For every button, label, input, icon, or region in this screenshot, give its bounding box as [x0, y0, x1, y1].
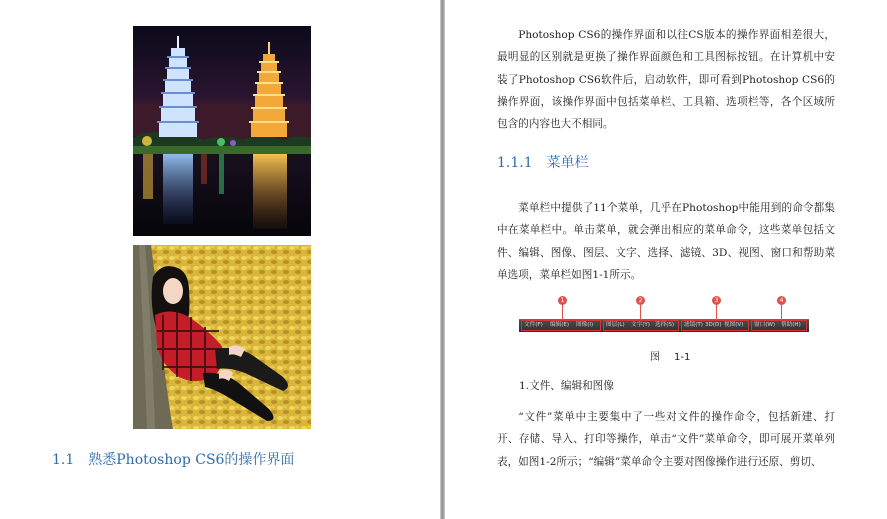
- callout-4-line: [781, 305, 782, 320]
- menu-item-edit: 编辑(E): [550, 322, 570, 328]
- menu-item-type: 文字(Y): [631, 322, 650, 328]
- section-heading-1-1: [52, 449, 294, 469]
- menu-bar-figure: [519, 296, 809, 338]
- callout-1-marker: 1: [558, 296, 567, 305]
- callout-1-line: [562, 305, 563, 320]
- subsection-number: 1.1.1: [497, 155, 533, 171]
- menu-item-layer: 图层(L): [606, 322, 625, 328]
- callout-3-line: [716, 305, 717, 320]
- menu-bar-paragraph: 菜单栏中提供了11个菜单，几乎在Photoshop中能用到的命令都集中在菜单栏中。单击菜单，就会弹出相应的菜单命令，这些菜单包括文件、编辑、图像、图层、文字、选择、滤镜、3D、视图、窗口和帮助菜单选项，菜单栏如图1-1所示。: [497, 202, 835, 281]
- menu-item-image: 图像(I): [576, 322, 594, 328]
- figure-caption-number: 1-1: [674, 352, 691, 363]
- figure-caption: [650, 348, 690, 363]
- menu-item-window: 窗口(W): [754, 322, 776, 328]
- figure-caption-label: 图: [650, 352, 660, 363]
- menu-item-select: 选择(S): [655, 322, 675, 328]
- file-menu-paragraph: “文件”菜单中主要集中了一些对文件的操作命令，包括新建、打开、存储、导入、打印等操作，单击“文件”菜单命令，即可展开菜单列表，如图1-2所示；“编辑”菜单命令主要对图像操作进行还原、剪切、: [497, 411, 835, 468]
- pagodas-night-photo: [133, 26, 311, 236]
- callout-3-marker: 3: [712, 296, 721, 305]
- girl-in-ginkgo-leaves-photo: [133, 245, 311, 429]
- section-title: 熟悉Photoshop CS6的操作界面: [88, 452, 295, 468]
- file-edit-image-heading: 1.文件、编辑和图像: [519, 380, 614, 392]
- intro-paragraph: Photoshop CS6的操作界面和以往CS版本的操作界面相差很大，最明显的区别就是更换了操作界面颜色和工具图标按钮。在计算机中安装了Photoshop CS6软件后，启动软件，即可看到Photoshop CS6的操作界面，该操作界面中包括菜单栏、工具箱、选项栏等，各个区域所包含的内容也大不相同。: [497, 29, 835, 131]
- menu-item-help: 帮助(H): [781, 322, 801, 328]
- menu-item-3d: 3D(D): [705, 322, 722, 328]
- callout-4-marker: 4: [777, 296, 786, 305]
- callout-2-marker: 2: [636, 296, 645, 305]
- section-number: 1.1: [52, 452, 75, 468]
- callout-2-line: [640, 305, 641, 320]
- left-page: [0, 0, 440, 519]
- menu-item-file: 文件(F): [524, 322, 543, 328]
- subsection-heading-1-1-1: [497, 152, 589, 172]
- menu-item-filter: 滤镜(T): [684, 322, 703, 328]
- subsection-title: 菜单栏: [546, 155, 589, 171]
- menu-item-view: 视图(V): [724, 322, 744, 328]
